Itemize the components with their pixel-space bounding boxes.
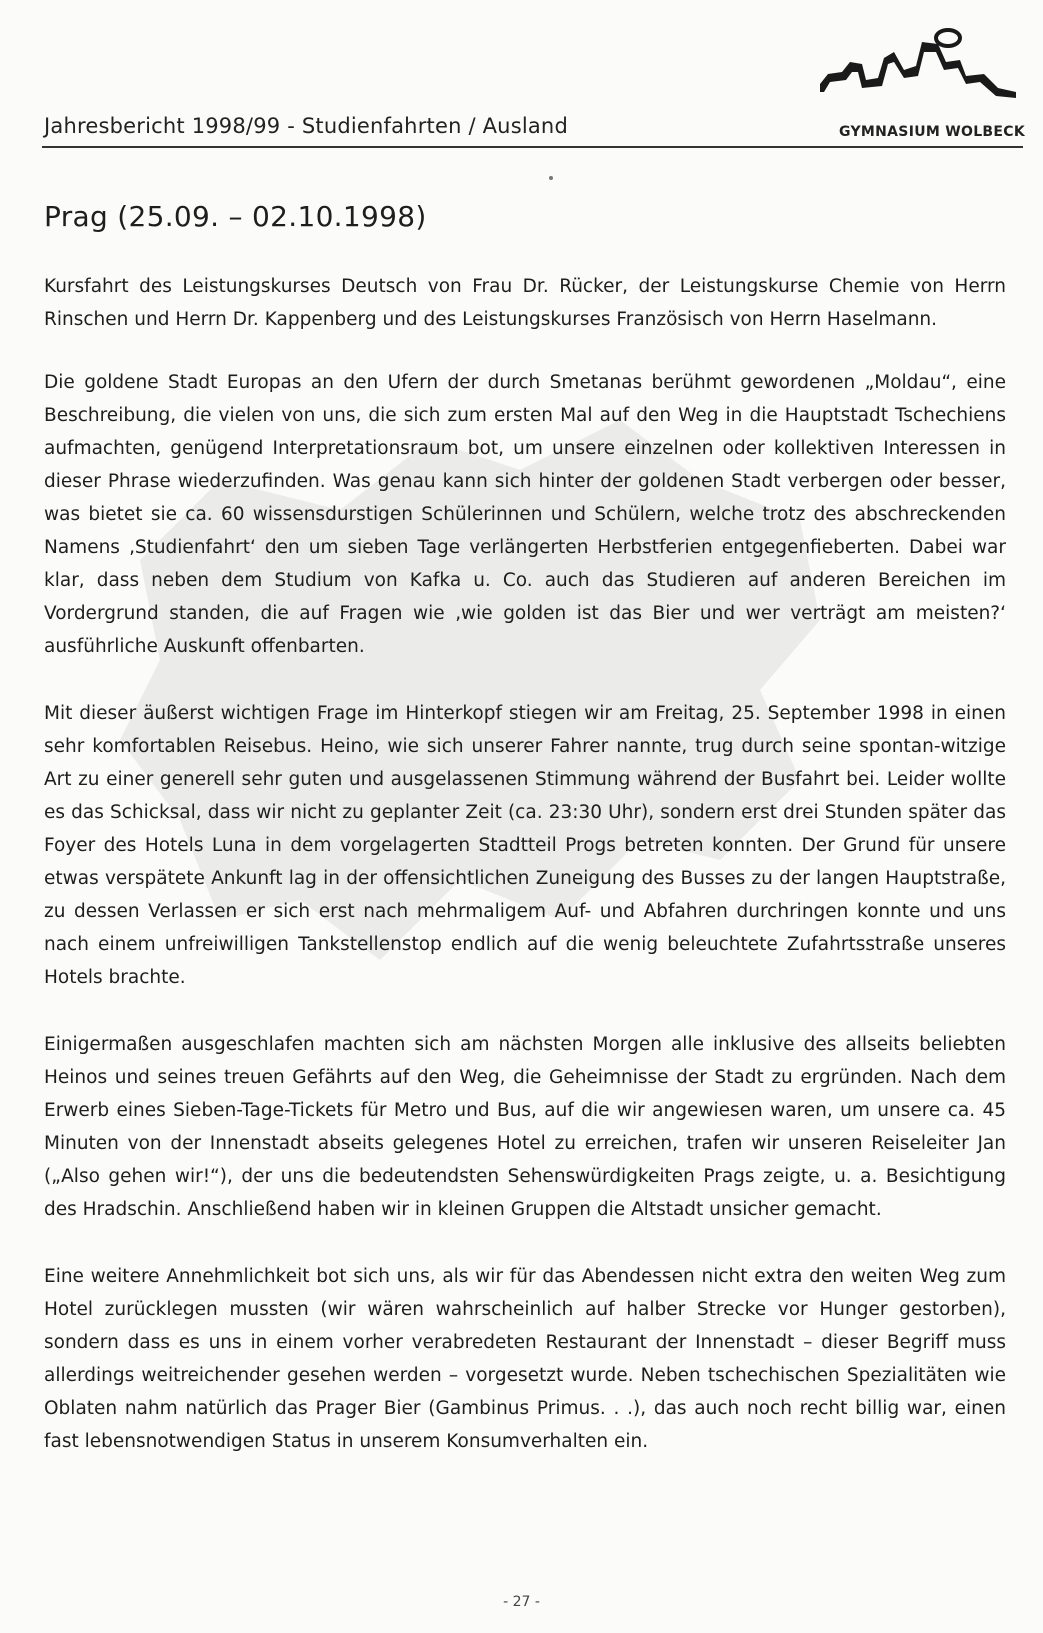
header-divider xyxy=(42,146,1023,148)
paragraph-bus-journey: Mit dieser äußerst wichtigen Frage im Hinterkopf stiegen wir am Freitag, 25. September 1998 in einen sehr komfortablen Reisebus. Heino, wie sich unserer Fahrer nannte, trug durch seine spontan-witzige Art zu einer generell sehr guten und ausgelassenen Stimmung während der Busfahrt bei. Leider wollte es das Schicksal, dass wir nicht zu geplanter Zeit (ca. 23:30 Uhr), sondern erst drei Stunden später das Foyer des Hotels Luna in dem vorgelagerten Stadtteil Progs betreten konnten. Der Grund für unsere etwas verspätete Ankunft lag in der offensichtlichen Zuneigung des Busses zu der langen Hauptstraße, zu dessen Verlassen er sich erst nach mehrmaligem Auf- und Abfahren durchringen konnte und uns nach einem unfreiwilligen Tankstellenstop endlich auf die wenig beleuchtete Zufahrtsstraße unseres Hotels brachte. xyxy=(44,703,1006,988)
header-title: Jahresbericht 1998/99 - Studienfahrten / Ausland xyxy=(44,114,568,138)
scan-speck xyxy=(549,176,553,180)
article-body xyxy=(44,270,1006,1492)
page-number: - 27 - xyxy=(503,1594,540,1610)
paragraph-course-info: Kursfahrt des Leistungskurses Deutsch von Frau Dr. Rücker, der Leistungskurse Chemie von Herrn Rinschen und Herrn Dr. Kappenberg und des Leistungskurses Französisch von Herrn Haselmann. xyxy=(44,276,1006,330)
paragraph-sightseeing: Einigermaßen ausgeschlafen machten sich am nächsten Morgen alle inklusive des allseits beliebten Heinos und seines treuen Gefährts auf den Weg, die Geheimnisse der Stadt zu ergründen. Nach dem Erwerb eines Sieben-Tage-Tickets für Metro und Bus, auf die wir angewiesen waren, um unsere ca. 45 Minuten von der Innenstadt abseits gelegenes Hotel zu erreichen, trafen wir unseren Reiseleiter Jan („Also gehen wir!“), der uns die bedeutendsten Sehenswürdigkeiten Prags zeigte, u. a. Besichtigung des Hradschin. Anschließend haben wir in kleinen Gruppen die Altstadt unsicher gemacht. xyxy=(44,1034,1006,1220)
school-name: GYMNASIUM WOLBECK xyxy=(839,124,1025,140)
paragraph-golden-city: Die goldene Stadt Europas an den Ufern der durch Smetanas berühmt gewordenen „Moldau“, eine Beschreibung, die vielen von uns, die sich zum ersten Mal auf den Weg in die Hauptstadt Tschechiens aufmachten, genügend Interpretationsraum bot, um unsere einzelnen oder kollektiven Interessen in dieser Phrase wiederzufinden. Was genau kann sich hinter der goldenen Stadt verbergen oder besser, was bietet sie ca. 60 wissensdurstigen Schülerinnen und Schülern, welche trotz des abschreckenden Namens ‚Studienfahrt‘ den um sieben Tage verlängerten Herbstferien entgegenfieberten. Dabei war klar, dass neben dem Studium von Kafka u. Co. auch das Studieren auf anderen Bereichen im Vordergrund standen, die auf Fragen wie ‚wie golden ist das Bier und wer verträgt am meisten?‘ ausführliche Auskunft offenbarten. xyxy=(44,372,1006,657)
paragraph-dinner: Eine weitere Annehmlichkeit bot sich uns, als wir für das Abendessen nicht extra den weiten Weg zum Hotel zurücklegen mussten (wir wären wahrscheinlich auf halber Strecke vor Hunger gestorben), sondern dass es uns in einem vorher verabredeten Restaurant der Innenstadt – dieser Begriff muss allerdings weitreichender gesehen werden – vorgesetzt wurde. Neben tschechischen Spezialitäten wie Oblaten nahm natürlich das Prager Bier (Gambinus Primus. . .), das auch noch recht billig war, einen fast lebensnotwendigen Status in unserem Konsumverhalten ein. xyxy=(44,1266,1006,1452)
school-skyline-logo-icon xyxy=(820,22,1020,102)
page-title: Prag (25.09. – 02.10.1998) xyxy=(44,200,427,233)
